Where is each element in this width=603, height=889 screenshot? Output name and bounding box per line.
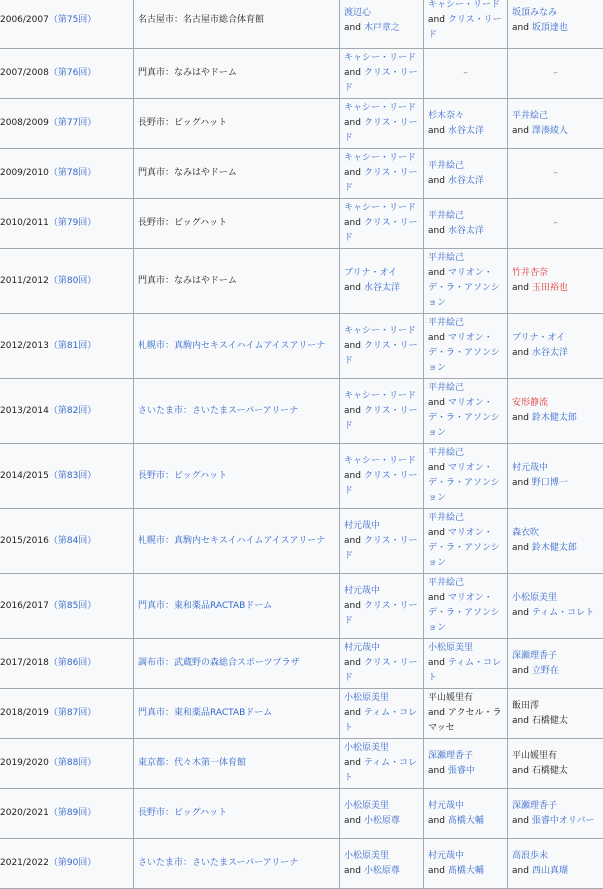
skater-link[interactable]: 鈴木健太郎	[532, 413, 577, 423]
dance-cell	[508, 199, 603, 249]
table-row	[0, 789, 603, 839]
skater-link[interactable]: 深瀬理香子	[512, 651, 557, 661]
edition-link[interactable]: （第89回）	[49, 808, 96, 818]
edition-link[interactable]: （第85回）	[49, 601, 96, 611]
and-label: and	[344, 471, 361, 481]
skater-link[interactable]: 平井絵己	[512, 111, 548, 121]
venue-name: 長野市：ビッグハット	[138, 118, 227, 128]
season-year: 2021/2022	[0, 858, 49, 868]
and-label: and	[344, 168, 361, 178]
season-cell	[0, 99, 134, 149]
dance-cell	[508, 444, 603, 509]
dance-cell	[508, 689, 603, 739]
season-cell	[0, 0, 134, 49]
and-label: and	[344, 658, 361, 668]
and-label: and	[428, 268, 445, 278]
season-cell	[0, 639, 134, 689]
dance-cell	[508, 574, 603, 639]
venue-name: 門真市：なみはやドーム	[138, 168, 237, 178]
season-year: 2015/2016	[0, 536, 49, 546]
season-cell	[0, 149, 134, 199]
dance-cell	[508, 0, 603, 49]
skater-link[interactable]: 小松原尊	[364, 816, 400, 826]
and-label: and	[428, 126, 445, 136]
pairs-cell	[424, 249, 508, 314]
skater-link[interactable]: マリオン・デ・ラ・アソンション	[428, 268, 500, 308]
and-label: and	[428, 528, 445, 538]
venue-cell	[134, 509, 340, 574]
skater-link[interactable]: 平井絵己	[428, 578, 464, 588]
skater-link[interactable]: クリス・リード	[344, 471, 418, 496]
skater-link[interactable]: クリス・リード	[344, 406, 418, 431]
skater-link[interactable]: クリス・リード	[344, 68, 418, 93]
dash-placeholder: –	[512, 66, 599, 81]
pairs-cell	[424, 789, 508, 839]
venue-cell	[134, 149, 340, 199]
and-label: and	[428, 866, 445, 876]
edition-link[interactable]: （第84回）	[49, 536, 96, 546]
and-label: and	[428, 708, 445, 718]
season-year: 2007/2008	[0, 68, 49, 78]
edition-link[interactable]: （第80回）	[49, 276, 96, 286]
season-year: 2009/2010	[0, 168, 49, 178]
venue-cell	[134, 49, 340, 99]
table-row	[0, 509, 603, 574]
dance-cell	[508, 99, 603, 149]
and-label: and	[512, 608, 529, 618]
season-cell	[0, 444, 134, 509]
edition-link[interactable]: （第79回）	[49, 218, 96, 228]
edition-link[interactable]: （第90回）	[49, 858, 96, 868]
skater-link[interactable]: 村元哉中	[344, 521, 380, 531]
skater-link[interactable]: クリス・リード	[344, 118, 418, 143]
venue-name[interactable]: 門真市：東和薬品RACTABドーム	[138, 601, 272, 611]
men-cell	[340, 444, 424, 509]
venue-cell	[134, 639, 340, 689]
skater-link[interactable]: 平井絵己	[428, 253, 464, 263]
venue-name[interactable]: 長野市：ビッグハット	[138, 471, 227, 481]
skater-link[interactable]: ブリナ・オイ	[512, 333, 565, 343]
season-year: 2008/2009	[0, 118, 49, 128]
skater-link[interactable]: 澤湊綾人	[532, 126, 568, 136]
skater-link: 石橋健太	[532, 716, 568, 726]
pairs-cell	[424, 739, 508, 789]
pairs-cell	[424, 444, 508, 509]
skater-link[interactable]: クリス・リード	[344, 658, 418, 683]
skater-link[interactable]: 小松原美里	[344, 851, 389, 861]
skater-link[interactable]: キャシー・リード	[344, 203, 416, 213]
and-label: and	[344, 341, 361, 351]
season-cell	[0, 509, 134, 574]
season-year: 2006/2007	[0, 15, 49, 25]
skater-link: 飯田澪	[512, 701, 539, 711]
skater-link[interactable]: ブリナ・オイ	[344, 268, 397, 278]
and-label: and	[428, 15, 445, 25]
and-label: and	[512, 23, 529, 33]
dance-cell	[508, 249, 603, 314]
venue-name: 門真市：なみはやドーム	[138, 68, 237, 78]
skater-link[interactable]: 安形静流	[512, 398, 548, 408]
and-label: and	[428, 333, 445, 343]
skater-link[interactable]: 水谷太洋	[448, 126, 484, 136]
skater-link[interactable]: ティム・コレト	[344, 708, 417, 733]
skater-link[interactable]: 村元哉中	[344, 643, 380, 653]
skater-link[interactable]: マリオン・デ・ラ・アソンション	[428, 528, 500, 568]
pairs-cell	[424, 639, 508, 689]
pairs-cell	[424, 149, 508, 199]
skater-link[interactable]: クリス・リード	[344, 341, 418, 366]
table-row	[0, 739, 603, 789]
skater-link[interactable]: 森衣吹	[512, 528, 539, 538]
season-cell	[0, 689, 134, 739]
edition-link[interactable]: （第86回）	[49, 658, 96, 668]
and-label: and	[512, 348, 529, 358]
dance-cell	[508, 149, 603, 199]
edition-link[interactable]: （第88回）	[49, 758, 96, 768]
skater-link[interactable]: 平井絵己	[428, 448, 464, 458]
skater-link[interactable]: キャシー・リード	[344, 326, 416, 336]
season-year: 2016/2017	[0, 601, 49, 611]
and-label: and	[512, 766, 529, 776]
dash-placeholder: –	[428, 66, 503, 81]
table-row	[0, 199, 603, 249]
men-cell	[340, 639, 424, 689]
skater-link[interactable]: キャシー・リード	[344, 153, 416, 163]
and-label: and	[344, 601, 361, 611]
season-year: 2017/2018	[0, 658, 49, 668]
men-cell	[340, 509, 424, 574]
venue-name[interactable]: さいたま市：さいたまスーパーアリーナ	[138, 858, 298, 868]
skater-link[interactable]: 平井絵己	[428, 513, 464, 523]
season-cell	[0, 249, 134, 314]
skater-link[interactable]: 平井絵己	[428, 318, 464, 328]
and-label: and	[344, 23, 361, 33]
venue-cell	[134, 249, 340, 314]
skater-link[interactable]: 深瀬理香子	[512, 801, 557, 811]
skater-link[interactable]: ティム・コレト	[428, 658, 501, 683]
season-cell	[0, 379, 134, 444]
pairs-cell	[424, 49, 508, 99]
and-label: and	[344, 218, 361, 228]
skater-link[interactable]: 水谷太洋	[532, 348, 568, 358]
skater-link[interactable]: 小松原美里	[428, 643, 473, 653]
skater-link[interactable]: マリオン・デ・ラ・アソンション	[428, 398, 500, 438]
skater-link[interactable]: 平井絵己	[428, 211, 464, 221]
men-cell	[340, 99, 424, 149]
and-label: and	[344, 283, 361, 293]
dash-placeholder: –	[512, 166, 599, 181]
table-row	[0, 49, 603, 99]
venue-cell	[134, 0, 340, 49]
season-year: 2018/2019	[0, 708, 49, 718]
skater-link[interactable]: 坂頂みなみ	[512, 8, 557, 18]
table-row	[0, 444, 603, 509]
table-row	[0, 149, 603, 199]
skater-link[interactable]: 村元哉中	[428, 851, 464, 861]
season-cell	[0, 739, 134, 789]
season-cell	[0, 574, 134, 639]
table-row	[0, 639, 603, 689]
and-label: and	[512, 543, 529, 553]
pairs-cell	[424, 99, 508, 149]
skater-link[interactable]: 鈴木健太郎	[532, 543, 577, 553]
skater-link[interactable]: マリオン・デ・ラ・アソンション	[428, 463, 500, 503]
and-label: and	[344, 866, 361, 876]
venue-cell	[134, 789, 340, 839]
skater-link[interactable]: 小松原尊	[364, 866, 400, 876]
and-label: and	[344, 118, 361, 128]
men-cell	[340, 49, 424, 99]
venue-cell	[134, 314, 340, 379]
venue-cell	[134, 99, 340, 149]
season-year: 2011/2012	[0, 276, 49, 286]
dance-cell	[508, 509, 603, 574]
skater-link[interactable]: 小松原美里	[344, 743, 389, 753]
pairs-cell	[424, 199, 508, 249]
skater-link[interactable]: クリス・リード	[344, 218, 418, 243]
men-cell	[340, 314, 424, 379]
men-cell	[340, 839, 424, 889]
skater-link[interactable]: 坂頂達也	[532, 23, 568, 33]
pairs-cell	[424, 0, 508, 49]
skater-link[interactable]: 渡辺心	[344, 8, 371, 18]
dance-cell	[508, 379, 603, 444]
table-row	[0, 689, 603, 739]
and-label: and	[428, 816, 445, 826]
skater-link[interactable]: ティム・コレト	[532, 608, 594, 618]
skater-link[interactable]: 立野在	[532, 666, 559, 676]
edition-link[interactable]: （第78回）	[49, 168, 96, 178]
skater-link[interactable]: 木戸章之	[364, 23, 400, 33]
venue-cell	[134, 839, 340, 889]
venue-name: 名古屋市：名古屋市総合体育館	[138, 15, 264, 25]
and-label: and	[512, 816, 529, 826]
edition-link[interactable]: （第83回）	[49, 471, 96, 481]
skater-link[interactable]: 髙橋大輔	[448, 816, 484, 826]
skater-link[interactable]: 村元哉中	[428, 801, 464, 811]
skater-link[interactable]: 張睿中オリバー	[532, 816, 595, 826]
venue-name: 長野市：ビッグハット	[138, 218, 227, 228]
and-label: and	[428, 226, 445, 236]
table-row	[0, 839, 603, 889]
pairs-cell	[424, 509, 508, 574]
table-row	[0, 314, 603, 379]
men-cell	[340, 689, 424, 739]
dance-cell	[508, 314, 603, 379]
edition-link[interactable]: （第82回）	[49, 406, 96, 416]
venue-name[interactable]: 札幌市：真駒内セキスイハイムアイスアリーナ	[138, 341, 325, 351]
skater-link[interactable]: 西山真瑚	[532, 866, 568, 876]
venue-cell	[134, 689, 340, 739]
skater-link[interactable]: 小松原美里	[512, 593, 557, 603]
pairs-cell	[424, 574, 508, 639]
and-label: and	[512, 478, 529, 488]
and-label: and	[428, 398, 445, 408]
skater-link[interactable]: クリス・リード	[344, 168, 418, 193]
skater-link[interactable]: キャシー・リード	[344, 391, 416, 401]
skater-link[interactable]: 村元哉中	[344, 586, 380, 596]
table-row	[0, 249, 603, 314]
and-label: and	[512, 866, 529, 876]
venue-name[interactable]: 門真市：東和薬品RACTABドーム	[138, 708, 272, 718]
venue-name[interactable]: 東京都：代々木第一体育館	[138, 758, 246, 768]
pairs-cell	[424, 314, 508, 379]
season-year: 2013/2014	[0, 406, 49, 416]
skater-link: 平山媛里有	[512, 751, 557, 761]
and-label: and	[512, 413, 529, 423]
skater-link: アクセル・ラマッセ	[428, 708, 502, 733]
edition-link[interactable]: （第87回）	[49, 708, 96, 718]
pairs-cell	[424, 689, 508, 739]
skater-link[interactable]: クリス・リード	[428, 15, 502, 40]
men-cell	[340, 149, 424, 199]
season-year: 2020/2021	[0, 808, 49, 818]
skater-link[interactable]: 髙橋大輔	[448, 866, 484, 876]
and-label: and	[344, 816, 361, 826]
dance-cell	[508, 839, 603, 889]
edition-link[interactable]: （第77回）	[49, 118, 96, 128]
venue-name[interactable]: 長野市：ビッグハット	[138, 808, 227, 818]
season-year: 2012/2013	[0, 341, 49, 351]
table-row	[0, 379, 603, 444]
skater-link[interactable]: 水谷太洋	[364, 283, 400, 293]
venue-cell	[134, 444, 340, 509]
skater-link[interactable]: 杉木奈々	[428, 111, 464, 121]
venue-cell	[134, 739, 340, 789]
season-cell	[0, 839, 134, 889]
men-cell	[340, 789, 424, 839]
table-row	[0, 574, 603, 639]
skater-link: 石橋健太	[532, 766, 568, 776]
and-label: and	[512, 283, 529, 293]
skater-link[interactable]: ティム・コレト	[344, 758, 417, 783]
skater-link[interactable]: 張睿中	[448, 766, 475, 776]
venue-cell	[134, 574, 340, 639]
men-cell	[340, 574, 424, 639]
and-label: and	[512, 666, 529, 676]
and-label: and	[344, 68, 361, 78]
skater-link[interactable]: 平井絵己	[428, 161, 464, 171]
and-label: and	[428, 766, 445, 776]
season-cell	[0, 199, 134, 249]
and-label: and	[512, 126, 529, 136]
dance-cell	[508, 739, 603, 789]
venue-name[interactable]: 札幌市：真駒内セキスイハイムアイスアリーナ	[138, 536, 325, 546]
season-cell	[0, 49, 134, 99]
table-row	[0, 0, 603, 49]
skater-link[interactable]: 高浪歩未	[512, 851, 548, 861]
skater-link[interactable]: 竹井杏奈	[512, 268, 548, 278]
skater-link[interactable]: キャシー・リード	[428, 0, 500, 10]
skater-link[interactable]: 野口博一	[532, 478, 568, 488]
skater-link[interactable]: 水谷太洋	[448, 226, 484, 236]
men-cell	[340, 0, 424, 49]
season-year: 2019/2020	[0, 758, 49, 768]
venue-cell	[134, 199, 340, 249]
edition-link[interactable]: （第76回）	[49, 68, 96, 78]
skater-link[interactable]: キャシー・リード	[344, 53, 416, 63]
venue-name: 門真市：なみはやドーム	[138, 276, 237, 286]
skater-link: 平山媛里有	[428, 693, 473, 703]
skater-link[interactable]: 平井絵己	[428, 383, 464, 393]
venue-cell	[134, 379, 340, 444]
venue-name[interactable]: さいたま市：さいたまスーパーアリーナ	[138, 406, 298, 416]
and-label: and	[428, 176, 445, 186]
and-label: and	[428, 463, 445, 473]
edition-link[interactable]: （第81回）	[49, 341, 96, 351]
skater-link[interactable]: キャシー・リード	[344, 103, 416, 113]
and-label: and	[512, 716, 529, 726]
season-cell	[0, 314, 134, 379]
season-year: 2010/2011	[0, 218, 49, 228]
skater-link[interactable]: 小松原美里	[344, 801, 389, 811]
season-cell	[0, 789, 134, 839]
and-label: and	[344, 708, 361, 718]
pairs-cell	[424, 379, 508, 444]
and-label: and	[344, 536, 361, 546]
skater-link[interactable]: マリオン・デ・ラ・アソンション	[428, 333, 500, 373]
men-cell	[340, 249, 424, 314]
men-cell	[340, 199, 424, 249]
dance-cell	[508, 789, 603, 839]
and-label: and	[428, 658, 445, 668]
season-year: 2014/2015	[0, 471, 49, 481]
skater-link[interactable]: 水谷太洋	[448, 176, 484, 186]
skater-link[interactable]: 村元哉中	[512, 463, 548, 473]
skater-link[interactable]: マリオン・デ・ラ・アソンション	[428, 593, 500, 633]
skater-link[interactable]: クリス・リード	[344, 536, 418, 561]
table-row	[0, 99, 603, 149]
pairs-cell	[424, 839, 508, 889]
dash-placeholder: –	[512, 216, 599, 231]
and-label: and	[344, 406, 361, 416]
and-label: and	[344, 758, 361, 768]
skater-link[interactable]: クリス・リード	[344, 601, 418, 626]
skater-link[interactable]: キャシー・リード	[344, 456, 416, 466]
men-cell	[340, 379, 424, 444]
skater-link[interactable]: 深瀬理香子	[428, 751, 473, 761]
men-cell	[340, 739, 424, 789]
dance-cell	[508, 49, 603, 99]
dance-cell	[508, 639, 603, 689]
edition-link[interactable]: （第75回）	[49, 15, 96, 25]
skater-link[interactable]: 小松原美里	[344, 693, 389, 703]
skater-link[interactable]: 玉田裕也	[532, 283, 568, 293]
and-label: and	[428, 593, 445, 603]
venue-name[interactable]: 調布市：武蔵野の森総合スポーツプラザ	[138, 658, 300, 668]
